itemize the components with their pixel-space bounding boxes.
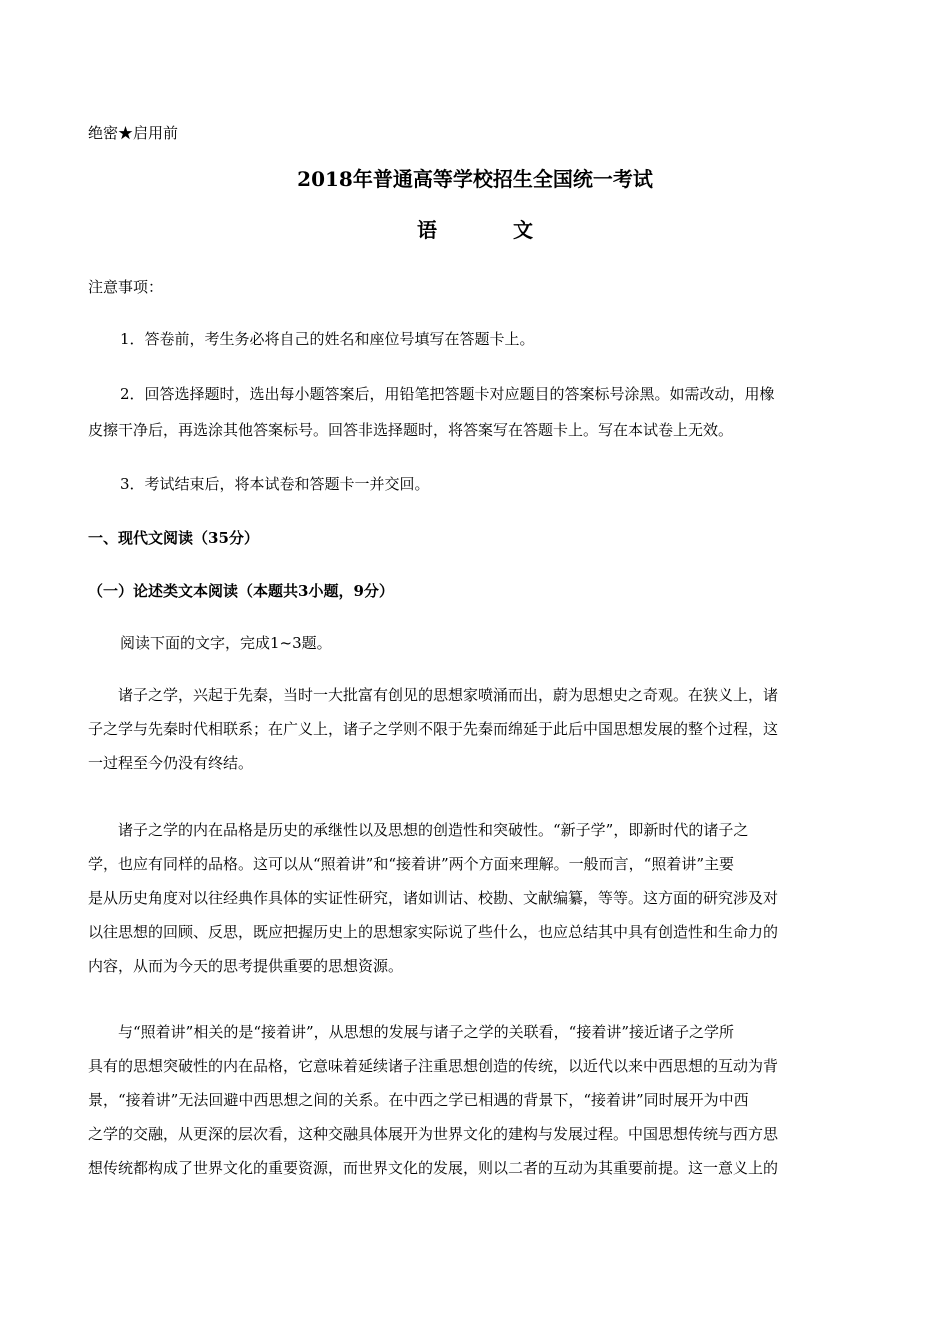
passage-line: 想传统都构成了世界文化的重要资源，而世界文化的发展，则以二者的互动为其重要前提。这一意义上的 [88,1159,779,1177]
exam-title: 2018年普通高等学校招生全国统一考试 [297,167,653,191]
notice-heading: 注意事项： [88,278,164,296]
notice-item-1: 1．答卷前，考生务必将自己的姓名和座位号填写在答题卡上。 [120,330,535,348]
passage-line: 是从历史角度对以往经典作具体的实证性研究，诸如训诂、校勘、文献编纂，等等。这方面的研究涉及对 [88,889,779,907]
subject-title: 语 文 [417,218,561,242]
section-heading: 一、现代文阅读（35分） [88,529,259,547]
notice-item-2-line-2: 皮擦干净后，再选涂其他答案标号。回答非选择题时，将答案写在答题卡上。写在本试卷上无效。 [88,421,734,439]
passage-paragraph-3 [88,1015,864,1185]
passage-paragraph-1 [88,678,864,780]
passage-line: 之学的交融，从更深的层次看，这种交融具体展开为世界文化的建构与发展过程。中国思想传统与西方思 [88,1125,779,1143]
passage-line: 一过程至今仍没有终结。 [88,754,254,772]
reading-instruction: 阅读下面的文字，完成1~3题。 [120,634,332,652]
subsection-heading: （一）论述类文本阅读（本题共3小题，9分） [88,582,394,600]
notice-item-2-line-1: 2．回答选择题时，选出每小题答案后，用铅笔把答题卡对应题目的答案标号涂黑。如需改动，用橡 [120,385,775,403]
confidential-label: 绝密★启用前 [88,124,179,142]
passage-line: 具有的思想突破性的内在品格，它意味着延续诸子注重思想创造的传统，以近代以来中西思想的互动为背 [88,1057,779,1075]
passage-line: 学，也应有同样的品格。这可以从“照着讲”和“接着讲”两个方面来理解。一般而言，“照着讲”主要 [88,855,735,873]
notice-item-3: 3．考试结束后，将本试卷和答题卡一并交回。 [120,475,430,493]
passage-paragraph-2 [88,813,864,983]
passage-line: 诸子之学，兴起于先秦，当时一大批富有创见的思想家喷涌而出，蔚为思想史之奇观。在狭义上，诸 [118,686,779,704]
passage-line: 景，“接着讲”无法回避中西思想之间的关系。在中西之学已相遇的背景下，“接着讲”同时展开为中西 [88,1091,749,1109]
passage-line: 内容，从而为今天的思考提供重要的思想资源。 [88,957,404,975]
passage-line: 子之学与先秦时代相联系；在广义上，诸子之学则不限于先秦而绵延于此后中国思想发展的整个过程，这 [88,720,779,738]
passage-line: 以往思想的回顾、反思，既应把握历史上的思想家实际说了些什么，也应总结其中具有创造性和生命力的 [88,923,779,941]
passage-line: 与“照着讲”相关的是“接着讲”，从思想的发展与诸子之学的关联看，“接着讲”接近诸子之学所 [118,1023,735,1041]
passage-line: 诸子之学的内在品格是历史的承继性以及思想的创造性和突破性。“新子学”，即新时代的诸子之 [118,821,749,839]
